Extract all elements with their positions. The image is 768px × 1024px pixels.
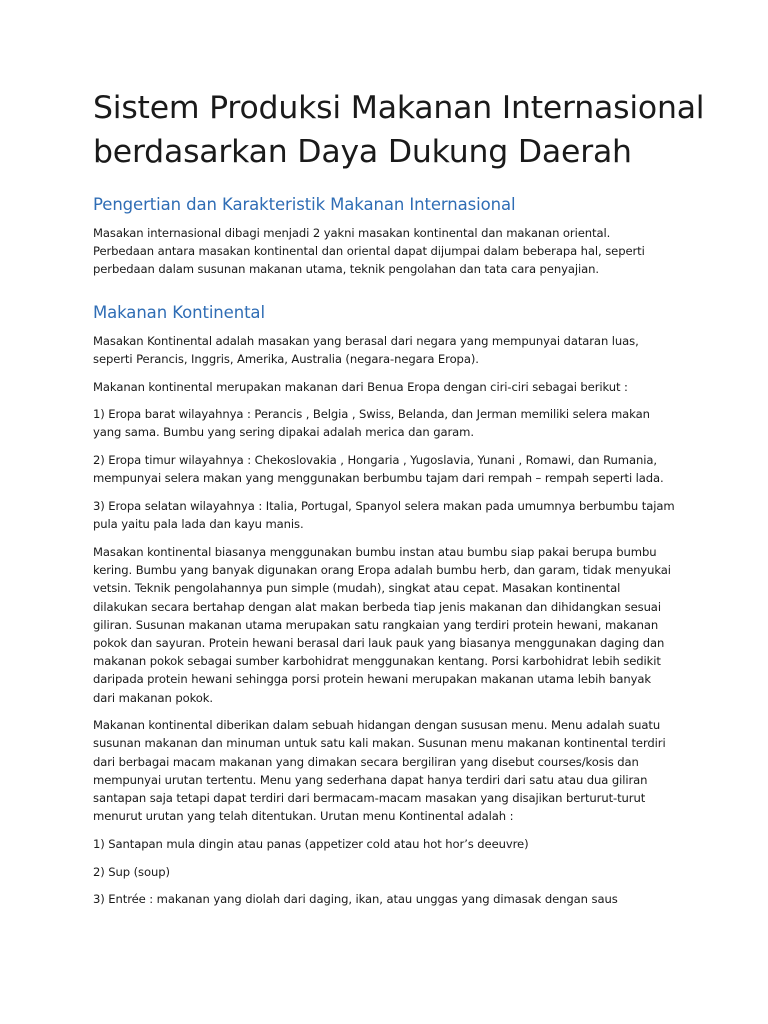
- text-line: perbedaan dalam susunan makanan utama, teknik pengolahan dan tata cara penyajian.: [93, 262, 599, 277]
- text-line: Masakan kontinental biasanya menggunakan bumbu instan atau bumbu siap pakai berupa bumbu: [93, 544, 657, 559]
- text-line: 1) Santapan mula dingin atau panas (appetizer cold atau hot hor’s deeuvre): [93, 836, 529, 851]
- text-line: menurut urutan yang telah ditentukan. Urutan menu Kontinental adalah :: [93, 809, 514, 824]
- paragraph: [93, 224, 678, 279]
- text-line: kering. Bumbu yang banyak digunakan orang Eropa adalah bumbu herb, dan garam, tidak menyukai: [93, 563, 671, 578]
- text-line: 3) Eropa selatan wilayahnya : Italia, Portugal, Spanyol selera makan pada umumnya berbumbu tajam: [93, 499, 675, 514]
- text-line: Perbedaan antara masakan kontinental dan oriental dapat dijumpai dalam beberapa hal, seperti: [93, 244, 645, 259]
- text-line: 2) Sup (soup): [93, 864, 170, 879]
- text-line: Makanan kontinental merupakan makanan dari Benua Eropa dengan ciri-ciri sebagai berikut :: [93, 379, 628, 394]
- document-title: [93, 86, 705, 174]
- paragraph: [93, 543, 678, 707]
- list-item-eropa-barat: [93, 405, 678, 441]
- text-line: dilakukan secara bertahap dengan alat makan berbeda tiap jenis makanan dan dihidangkan sesuai: [93, 599, 661, 614]
- paragraph: [93, 716, 678, 825]
- list-item-menu-1: [93, 835, 678, 853]
- paragraph: [93, 378, 678, 396]
- text-line: 2) Eropa timur wilayahnya : Chekoslovakia , Hongaria , Yugoslavia, Yunani , Romawi, dan Rumania,: [93, 453, 657, 468]
- text-line: Masakan Kontinental adalah masakan yang berasal dari negara yang mempunyai dataran luas,: [93, 333, 639, 348]
- list-item-eropa-selatan: [93, 497, 678, 533]
- text-line: Masakan internasional dibagi menjadi 2 yakni masakan kontinental dan makanan oriental.: [93, 226, 611, 240]
- text-line: dari berbagai macam makanan yang dimakan secara bergiliran yang disebut courses/kosis dan: [93, 754, 639, 769]
- text-line: susunan makanan dan minuman untuk satu kali makan. Susunan menu makanan kontinental terdiri: [93, 736, 666, 751]
- paragraph: [93, 332, 678, 368]
- text-line: vetsin. Teknik pengolahannya pun simple (mudah), singkat atau cepat. Masakan kontinental: [93, 581, 621, 596]
- text-line: 3) Entrée : makanan yang diolah dari daging, ikan, atau unggas yang dimasak dengan saus: [93, 892, 618, 907]
- text-line: seperti Perancis, Inggris, Amerika, Australia (negara-negara Eropa).: [93, 351, 479, 366]
- list-item-menu-3: [93, 890, 678, 908]
- text-line: 1) Eropa barat wilayahnya : Perancis , Belgia , Swiss, Belanda, dan Jerman memiliki selera makan: [93, 407, 650, 422]
- text-line: makanan pokok sebagai sumber karbohidrat menggunakan kentang. Porsi karbohidrat lebih sedikit: [93, 654, 661, 669]
- text-line: mempunyai selera makan yang menggunakan berbumbu tajam dari rempah – rempah seperti lada.: [93, 471, 664, 486]
- list-item-eropa-timur: [93, 451, 678, 487]
- text-line: daripada protein hewani sehingga porsi protein hewani merupakan makanan utama lebih banyak: [93, 672, 651, 687]
- list-item-menu-2: [93, 863, 678, 881]
- text-line: giliran. Susunan makanan utama merupakan satu rangkaian yang terdiri protein hewani, makanan: [93, 617, 659, 632]
- title-line: berdasarkan Daya Dukung Daerah: [93, 134, 632, 170]
- text-line: mempunyai urutan tertentu. Menu yang sederhana dapat hanya terdiri dari satu atau dua giliran: [93, 772, 648, 787]
- text-line: pula yaitu pala lada dan kayu manis.: [93, 517, 304, 532]
- text-line: dari makanan pokok.: [93, 690, 213, 705]
- text-line: pokok dan sayuran. Protein hewani berasal dari lauk pauk yang biasanya menggunakan daging dan: [93, 635, 665, 650]
- text-line: Makanan kontinental diberikan dalam sebuah hidangan dengan sususan menu. Menu adalah suatu: [93, 718, 661, 733]
- section-heading-pengertian: Pengertian dan Karakteristik Makanan Internasional: [93, 195, 516, 214]
- text-line: yang sama. Bumbu yang sering dipakai adalah merica dan garam.: [93, 425, 474, 440]
- text-line: santapan saja tetapi dapat terdiri dari bermacam-macam masakan yang disajikan berturut-turut: [93, 791, 646, 806]
- section-heading-kontinental: Makanan Kontinental: [93, 302, 265, 322]
- title-line: Sistem Produksi Makanan Internasional: [93, 90, 705, 126]
